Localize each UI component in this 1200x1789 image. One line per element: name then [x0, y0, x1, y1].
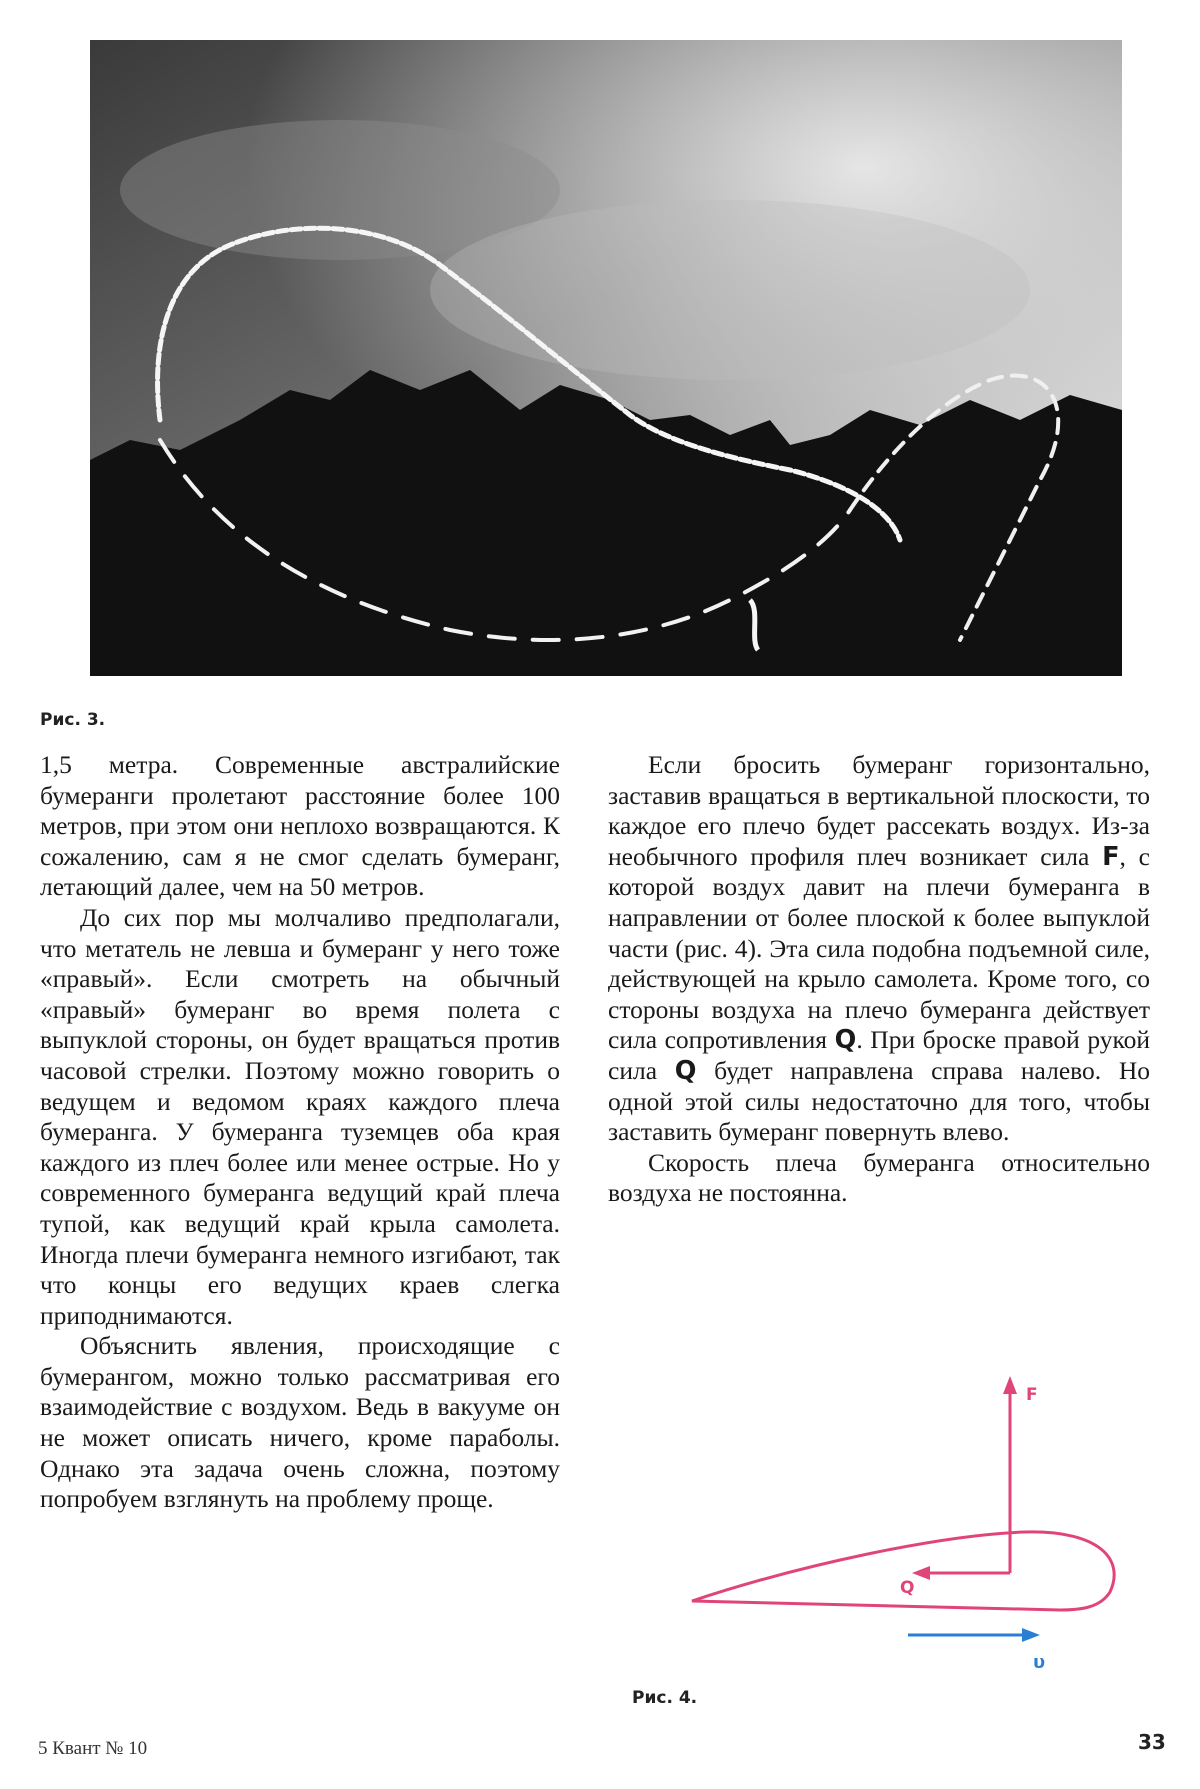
force-q-label: Q	[900, 1578, 915, 1598]
paragraph: 1,5 метра. Современные австралийские бумеранги пролетают расстояние более 100 метров, при этом они неплохо возвращаются. К сожалению, сам я не смог сделать бумеранг, летающий далее, чем на 50 метров.	[40, 750, 560, 902]
force-q-arrowhead	[912, 1566, 930, 1580]
paragraph: До сих пор мы молчаливо предполагали, что метатель не левша и бумеранг у него тоже «правый». Если смотреть на обычный «правый» бумеранг во время полета с выпуклой стороны, он будет вращаться против часовой стрелки. Поэтому можно говорить о ведущем и ведомом краях каждого плеча бумеранга. У бумеранга туземцев оба края каждого из плеч более или менее острые. Но у современного бумеранга ведущий край плеча тупой, как ведущий край крыла самолета. Иногда плечи бумеранга немного изгибают, так что концы его ведущих краев слегка приподнимаются.	[40, 902, 560, 1330]
text-run: будет направлена справа налево. Но одной этой силы недостаточно для того, чтобы заставить бумеранг повернуть влево.	[608, 1055, 1150, 1147]
journal-footer: 5 Квант № 10	[38, 1738, 148, 1759]
right-column	[608, 750, 1150, 1209]
symbol-Q: Q	[674, 1055, 697, 1086]
force-f-label: F	[1026, 1385, 1038, 1405]
page-number: 33	[1138, 1730, 1166, 1754]
text-run: Если бросить бумеранг горизонтально, заставив вращаться в вертикальной плоскости, то каждое его плечо будет рассекать воздух. Из-за необычного профиля плеч возникает сила	[608, 750, 1150, 871]
velocity-label: υ	[1033, 1652, 1046, 1673]
velocity-arrowhead	[1022, 1628, 1040, 1642]
airfoil-force-diagram	[680, 1370, 1160, 1680]
figure-3-caption: Рис. 3.	[40, 710, 106, 730]
figure-4-caption: Рис. 4.	[632, 1688, 698, 1708]
symbol-F: F	[1102, 841, 1120, 872]
paragraph: Скорость плеча бумеранга относительно воздуха не постоянна.	[608, 1147, 1150, 1208]
airfoil-profile	[692, 1532, 1114, 1610]
boomerang-flight-photo	[90, 40, 1122, 676]
force-f-arrowhead	[1003, 1376, 1017, 1394]
text-run: . При броске правой рукой сила	[608, 1025, 1150, 1085]
left-column	[40, 750, 560, 1515]
paragraph	[608, 750, 1150, 1148]
paragraph: Объяснить явления, происходящие с бумерангом, можно только рассматривая его взаимодействие с воздухом. Ведь в вакууме он не может описать ничего, кроме параболы. Однако эта задача очень сложна, поэтому попробуем взглянуть на проблему проще.	[40, 1331, 560, 1514]
text-run: , с которой воздух давит на плечи бумеранга в направлении от более плоской к более выпуклой части (рис. 4). Эта сила подобна подъемной силе, действующей на крыло самолета. Кроме того, со стороны воздуха на плечо бумеранга действует сила сопротивления	[608, 841, 1150, 1055]
symbol-Q: Q	[834, 1025, 857, 1056]
